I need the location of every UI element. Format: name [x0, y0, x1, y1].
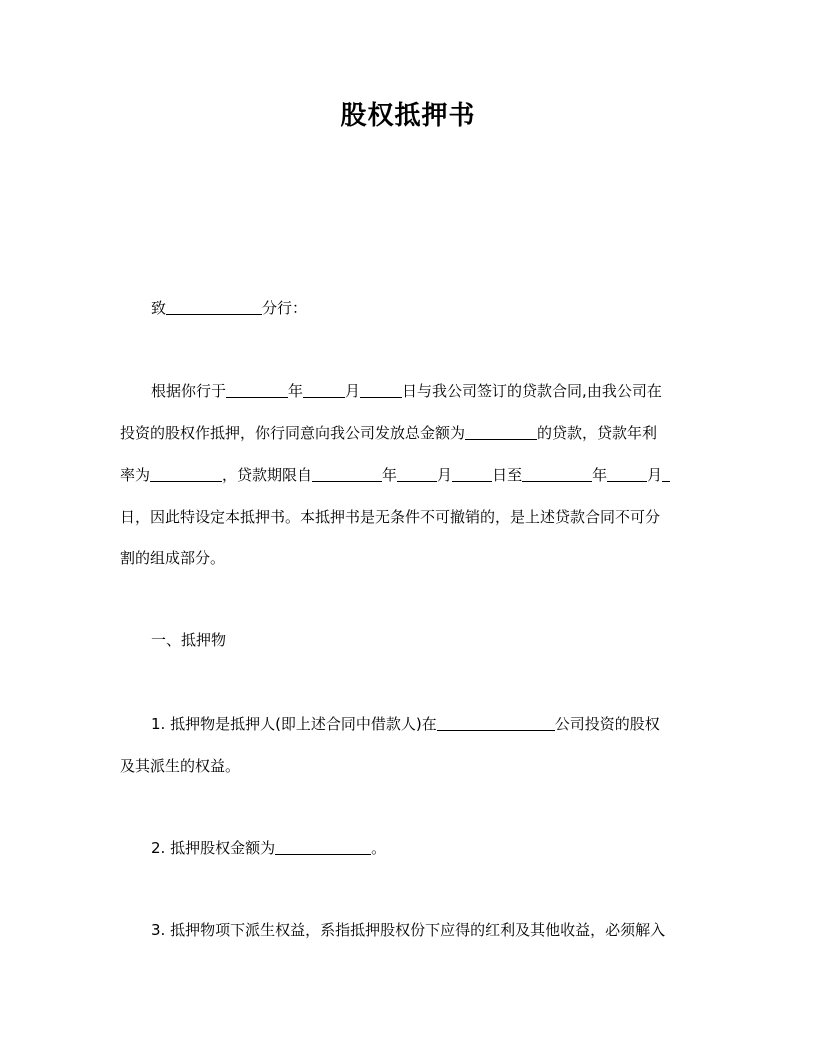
pledge-amount-blank — [275, 840, 371, 855]
text-segment: 根据你行于 — [151, 382, 227, 400]
item1-line1 — [151, 714, 731, 734]
text-segment: 月 — [437, 466, 453, 484]
text-segment: 1. 抵押物是抵押人(即上述合同中借款人)在 — [151, 715, 437, 733]
text-segment: 年 — [592, 466, 608, 484]
text-segment: 公司投资的股权 — [554, 715, 660, 733]
interest-rate-blank — [150, 467, 222, 482]
item1-line2: 及其派生的权益。 — [120, 757, 241, 775]
year-blank — [226, 383, 288, 398]
branch-name-blank — [166, 300, 262, 315]
text-segment: 年 — [288, 382, 304, 400]
salutation-suffix: 分行： — [262, 299, 308, 317]
month-blank — [303, 383, 345, 398]
para1-line4: 日，因此特设定本抵押书。本抵押书是无条件不可撤销的，是上述贷款合同不可分 — [120, 508, 661, 526]
item3-line: 3. 抵押物项下派生权益，系指抵押股权份下应得的红利及其他收益，必须解入 — [151, 921, 666, 939]
day-blank — [360, 383, 402, 398]
para1-line5: 割的组成部分。 — [120, 549, 226, 567]
text-segment: 的贷款，贷款年利 — [537, 424, 658, 442]
text-segment: ，贷款期限自 — [222, 466, 313, 484]
item2-line — [151, 838, 731, 858]
start-day-blank — [452, 467, 492, 482]
para1-line2 — [120, 423, 700, 443]
end-year-blank — [522, 467, 592, 482]
company-name-blank — [437, 716, 555, 731]
start-year-blank — [312, 467, 382, 482]
text-segment: 年 — [382, 466, 398, 484]
text-segment: 日与我公司签订的贷款合同,由我公司在 — [402, 382, 662, 400]
text-segment: 投资的股权作抵押，你行同意向我公司发放总金额为 — [120, 424, 466, 442]
document-title: 股权抵押书 — [340, 101, 476, 131]
text-segment: 日至 — [492, 466, 523, 484]
start-month-blank — [397, 467, 437, 482]
text-segment: 2. 抵押股权金额为 — [151, 839, 276, 857]
section1-heading: 一、抵押物 — [151, 631, 227, 649]
para1-line1 — [151, 381, 731, 401]
salutation-prefix: 致 — [151, 299, 167, 317]
salutation-line — [151, 298, 731, 318]
end-month-blank — [607, 467, 647, 482]
text-segment: 月 — [345, 382, 361, 400]
end-day-blank — [662, 467, 670, 482]
text-segment: 率为 — [120, 466, 151, 484]
total-amount-blank — [465, 425, 537, 440]
para1-line3 — [120, 465, 700, 485]
text-segment: 月 — [647, 466, 663, 484]
text-segment: 。 — [371, 839, 387, 857]
